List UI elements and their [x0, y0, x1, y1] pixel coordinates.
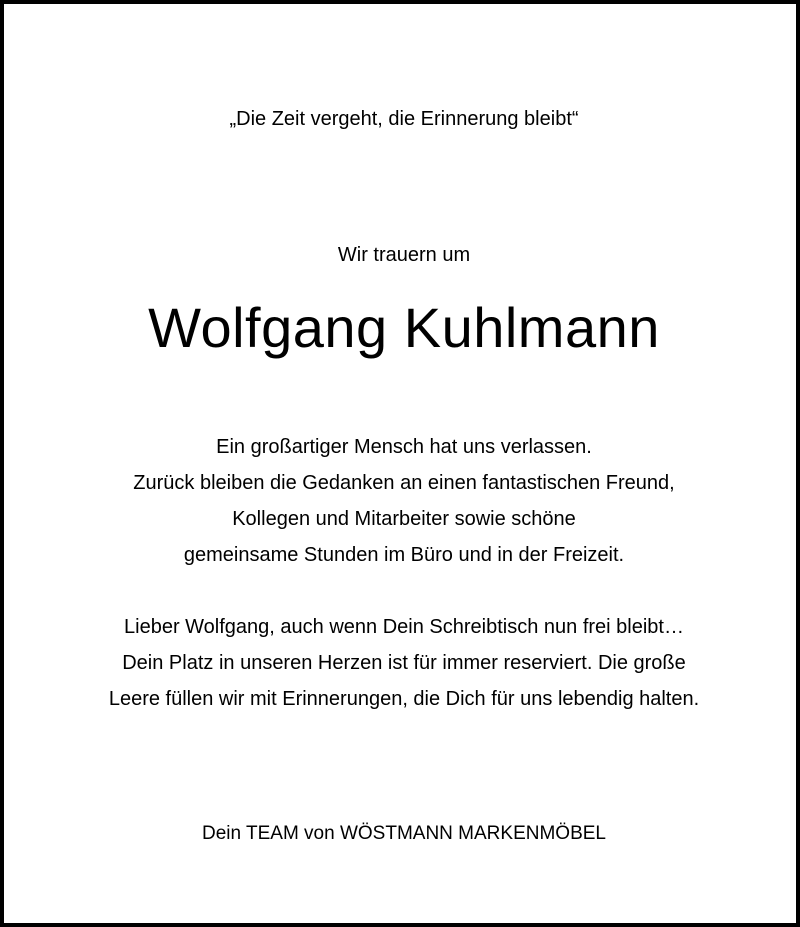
farewell-paragraph — [4, 609, 800, 717]
signature: Dein TEAM von WÖSTMANN MARKENMÖBEL — [201, 823, 606, 844]
tribute-line: Kollegen und Mitarbeiter sowie schöne — [232, 508, 576, 530]
epigraph-quote: „Die Zeit vergeht, die Erinnerung bleibt“ — [229, 108, 579, 130]
farewell-line: Dein Platz in unseren Herzen ist für immer reserviert. Die große — [122, 652, 686, 674]
tribute-paragraph — [4, 429, 800, 573]
mourning-intro: Wir trauern um — [337, 244, 471, 266]
tribute-line: gemeinsame Stunden im Büro und in der Freizeit. — [183, 544, 625, 566]
tribute-line: Zurück bleiben die Gedanken an einen fantastischen Freund, — [133, 472, 675, 494]
deceased-name: Wolfgang Kuhlmann — [148, 296, 660, 359]
farewell-line: Lieber Wolfgang, auch wenn Dein Schreibtisch nun frei bleibt… — [124, 616, 684, 638]
farewell-line: Leere füllen wir mit Erinnerungen, die Dich für uns lebendig halten. — [108, 688, 700, 710]
tribute-line: Ein großartiger Mensch hat uns verlassen. — [216, 436, 592, 458]
